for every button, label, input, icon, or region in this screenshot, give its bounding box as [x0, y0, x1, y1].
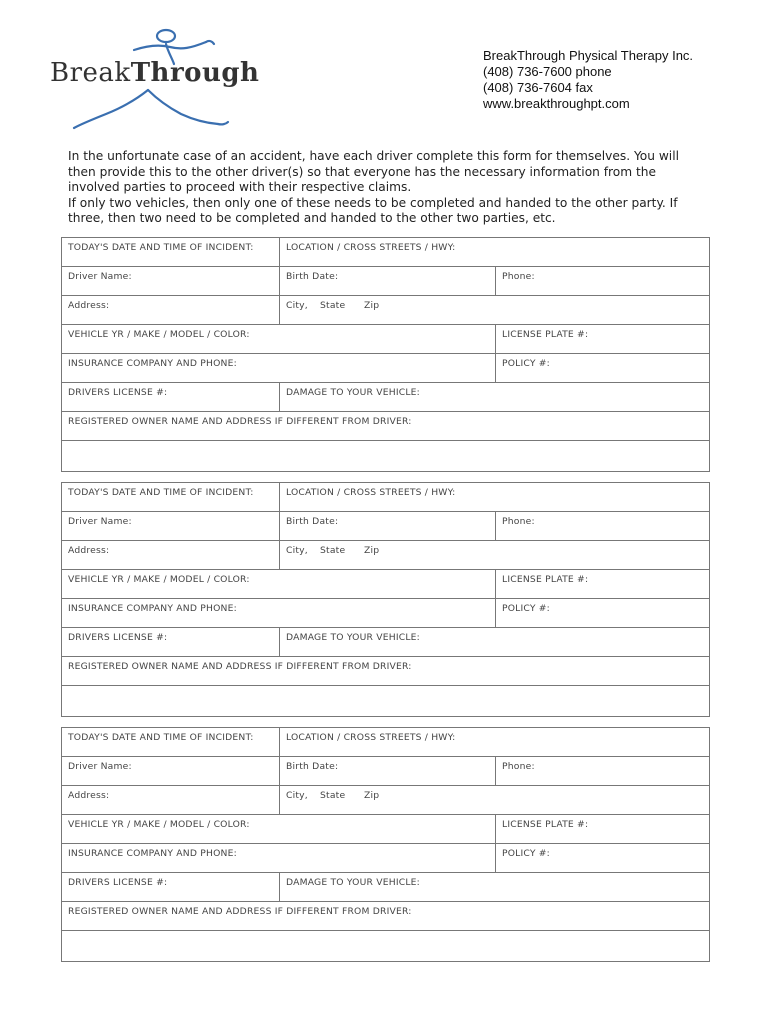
- driver-form-2: [61, 482, 710, 717]
- registered-owner-field[interactable]: [62, 441, 709, 471]
- insurance-field[interactable]: INSURANCE COMPANY AND PHONE:: [68, 603, 237, 614]
- registered-owner-label: REGISTERED OWNER NAME AND ADDRESS IF DIFFERENT FROM DRIVER:: [68, 661, 412, 672]
- location-field[interactable]: LOCATION / CROSS STREETS / HWY:: [279, 483, 709, 511]
- company-fax: (408) 736-7604 fax: [483, 80, 593, 95]
- driver-form-3: [61, 727, 710, 962]
- registered-owner-field[interactable]: [62, 931, 709, 961]
- birth-date-field[interactable]: Birth Date:: [279, 757, 495, 785]
- registered-owner-label: REGISTERED OWNER NAME AND ADDRESS IF DIFFERENT FROM DRIVER:: [68, 416, 412, 427]
- license-plate-field[interactable]: LICENSE PLATE #:: [495, 570, 709, 598]
- insurance-field[interactable]: INSURANCE COMPANY AND PHONE:: [68, 358, 237, 369]
- vehicle-field[interactable]: VEHICLE YR / MAKE / MODEL / COLOR:: [68, 574, 250, 585]
- damage-field[interactable]: DAMAGE TO YOUR VEHICLE:: [279, 628, 709, 656]
- instructions: [68, 149, 698, 227]
- address-field[interactable]: Address:: [68, 790, 110, 801]
- license-plate-field[interactable]: LICENSE PLATE #:: [495, 325, 709, 353]
- driver-name-field[interactable]: Driver Name:: [68, 271, 132, 282]
- policy-field[interactable]: POLICY #:: [495, 599, 709, 627]
- license-plate-field[interactable]: LICENSE PLATE #:: [495, 815, 709, 843]
- instructions-paragraph-1: In the unfortunate case of an accident, have each driver complete this form for themselves. You will then provide this to the other driver(s) so that everyone has the necessary information from the involved parties to proceed with their respective claims.: [68, 149, 679, 194]
- registered-owner-label: REGISTERED OWNER NAME AND ADDRESS IF DIFFERENT FROM DRIVER:: [68, 906, 412, 917]
- driver-name-field[interactable]: Driver Name:: [68, 761, 132, 772]
- drivers-license-field[interactable]: DRIVERS LICENSE #:: [68, 877, 168, 888]
- company-info: [483, 48, 693, 112]
- birth-date-field[interactable]: Birth Date:: [279, 267, 495, 295]
- location-field[interactable]: LOCATION / CROSS STREETS / HWY:: [279, 728, 709, 756]
- driver-name-field[interactable]: Driver Name:: [68, 516, 132, 527]
- city-state-zip-field[interactable]: City, State Zip: [279, 296, 709, 324]
- drivers-license-field[interactable]: DRIVERS LICENSE #:: [68, 632, 168, 643]
- date-time-field[interactable]: TODAY'S DATE AND TIME OF INCIDENT:: [68, 732, 254, 743]
- vehicle-field[interactable]: VEHICLE YR / MAKE / MODEL / COLOR:: [68, 819, 250, 830]
- phone-field[interactable]: Phone:: [495, 267, 709, 295]
- policy-field[interactable]: POLICY #:: [495, 844, 709, 872]
- company-website: www.breakthroughpt.com: [483, 96, 630, 111]
- birth-date-field[interactable]: Birth Date:: [279, 512, 495, 540]
- company-name: BreakThrough Physical Therapy Inc.: [483, 48, 694, 63]
- damage-field[interactable]: DAMAGE TO YOUR VEHICLE:: [279, 383, 709, 411]
- phone-field[interactable]: Phone:: [495, 757, 709, 785]
- breakthrough-logo: [46, 28, 271, 133]
- insurance-field[interactable]: INSURANCE COMPANY AND PHONE:: [68, 848, 237, 859]
- date-time-field[interactable]: TODAY'S DATE AND TIME OF INCIDENT:: [68, 242, 254, 253]
- driver-form-1: [61, 237, 710, 472]
- city-state-zip-field[interactable]: City, State Zip: [279, 786, 709, 814]
- drivers-license-field[interactable]: DRIVERS LICENSE #:: [68, 387, 168, 398]
- location-field[interactable]: LOCATION / CROSS STREETS / HWY:: [279, 238, 709, 266]
- damage-field[interactable]: DAMAGE TO YOUR VEHICLE:: [279, 873, 709, 901]
- company-phone: (408) 736-7600 phone: [483, 64, 612, 79]
- address-field[interactable]: Address:: [68, 300, 110, 311]
- policy-field[interactable]: POLICY #:: [495, 354, 709, 382]
- date-time-field[interactable]: TODAY'S DATE AND TIME OF INCIDENT:: [68, 487, 254, 498]
- logo-wordmark: BreakThrough: [50, 58, 260, 88]
- phone-field[interactable]: Phone:: [495, 512, 709, 540]
- address-field[interactable]: Address:: [68, 545, 110, 556]
- instructions-paragraph-2: If only two vehicles, then only one of these needs to be completed and handed to the other party. If three, then two need to be completed and handed to the other two parties, etc.: [68, 195, 678, 225]
- vehicle-field[interactable]: VEHICLE YR / MAKE / MODEL / COLOR:: [68, 329, 250, 340]
- registered-owner-field[interactable]: [62, 686, 709, 716]
- city-state-zip-field[interactable]: City, State Zip: [279, 541, 709, 569]
